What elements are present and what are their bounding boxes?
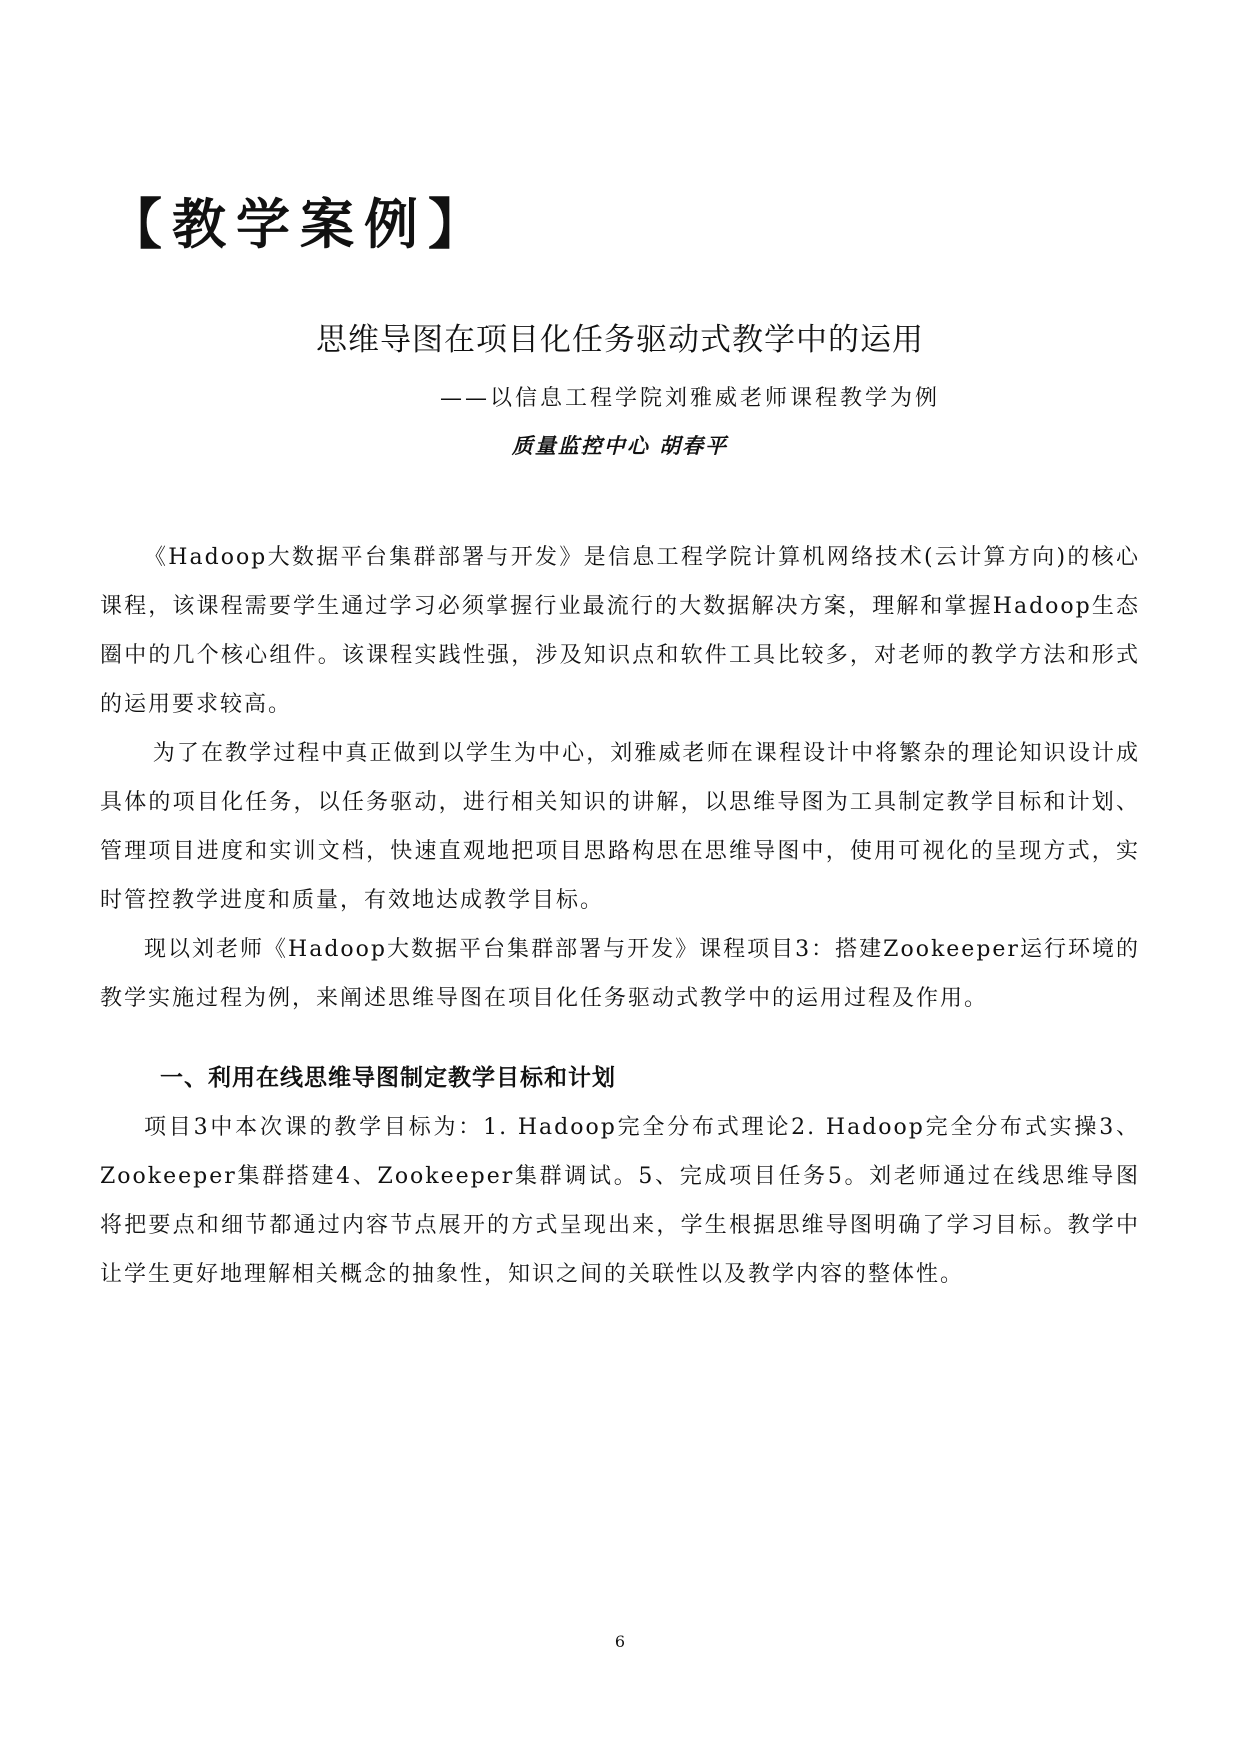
article-body xyxy=(100,533,1140,1299)
section-paragraph: 项目3中本次课的教学目标为：1. Hadoop完全分布式理论2. Hadoop完全分布式实操3、Zookeeper集群搭建4、Zookeeper集群调试。5、完成项目任务5。刘老师通过在线思维导图将把要点和细节都通过内容节点展开的方式呈现出来，学生根据思维导图明确了学习目标。教学中让学生更好地理解相关概念的抽象性，知识之间的关联性以及教学内容的整体性。 xyxy=(100,1115,1140,1287)
case-paragraph: 现以刘老师《Hadoop大数据平台集群部署与开发》课程项目3：搭建Zookeeper运行环境的教学实施过程为例，来阐述思维导图在项目化任务驱动式教学中的运用过程及作用。 xyxy=(100,937,1140,1011)
article-subtitle: ——以信息工程学院刘雅威老师课程教学为例 xyxy=(439,386,940,411)
author-byline: 质量监控中心 胡春平 xyxy=(511,433,729,458)
approach-paragraph: 为了在教学过程中真正做到以学生为中心，刘雅威老师在课程设计中将繁杂的理论知识设计成具体的项目化任务，以任务驱动，进行相关知识的讲解，以思维导图为工具制定教学目标和计划、管理项目进度和实训文档，快速直观地把项目思路构思在思维导图中，使用可视化的呈现方式，实时管控教学进度和质量，有效地达成教学目标。 xyxy=(100,741,1140,913)
section-label: 【教学案例】 xyxy=(108,193,492,256)
article-title: 思维导图在项目化任务驱动式教学中的运用 xyxy=(316,322,924,358)
section-heading: 一、利用在线思维导图制定教学目标和计划 xyxy=(160,1065,616,1091)
page-number: 6 xyxy=(614,1632,626,1651)
intro-paragraph: 《Hadoop大数据平台集群部署与开发》是信息工程学院计算机网络技术(云计算方向)的核心课程，该课程需要学生通过学习必须掌握行业最流行的大数据解决方案，理解和掌握Hadoop生态圈中的几个核心组件。该课程实践性强，涉及知识点和软件工具比较多，对老师的教学方法和形式的运用要求较高。 xyxy=(100,545,1140,717)
